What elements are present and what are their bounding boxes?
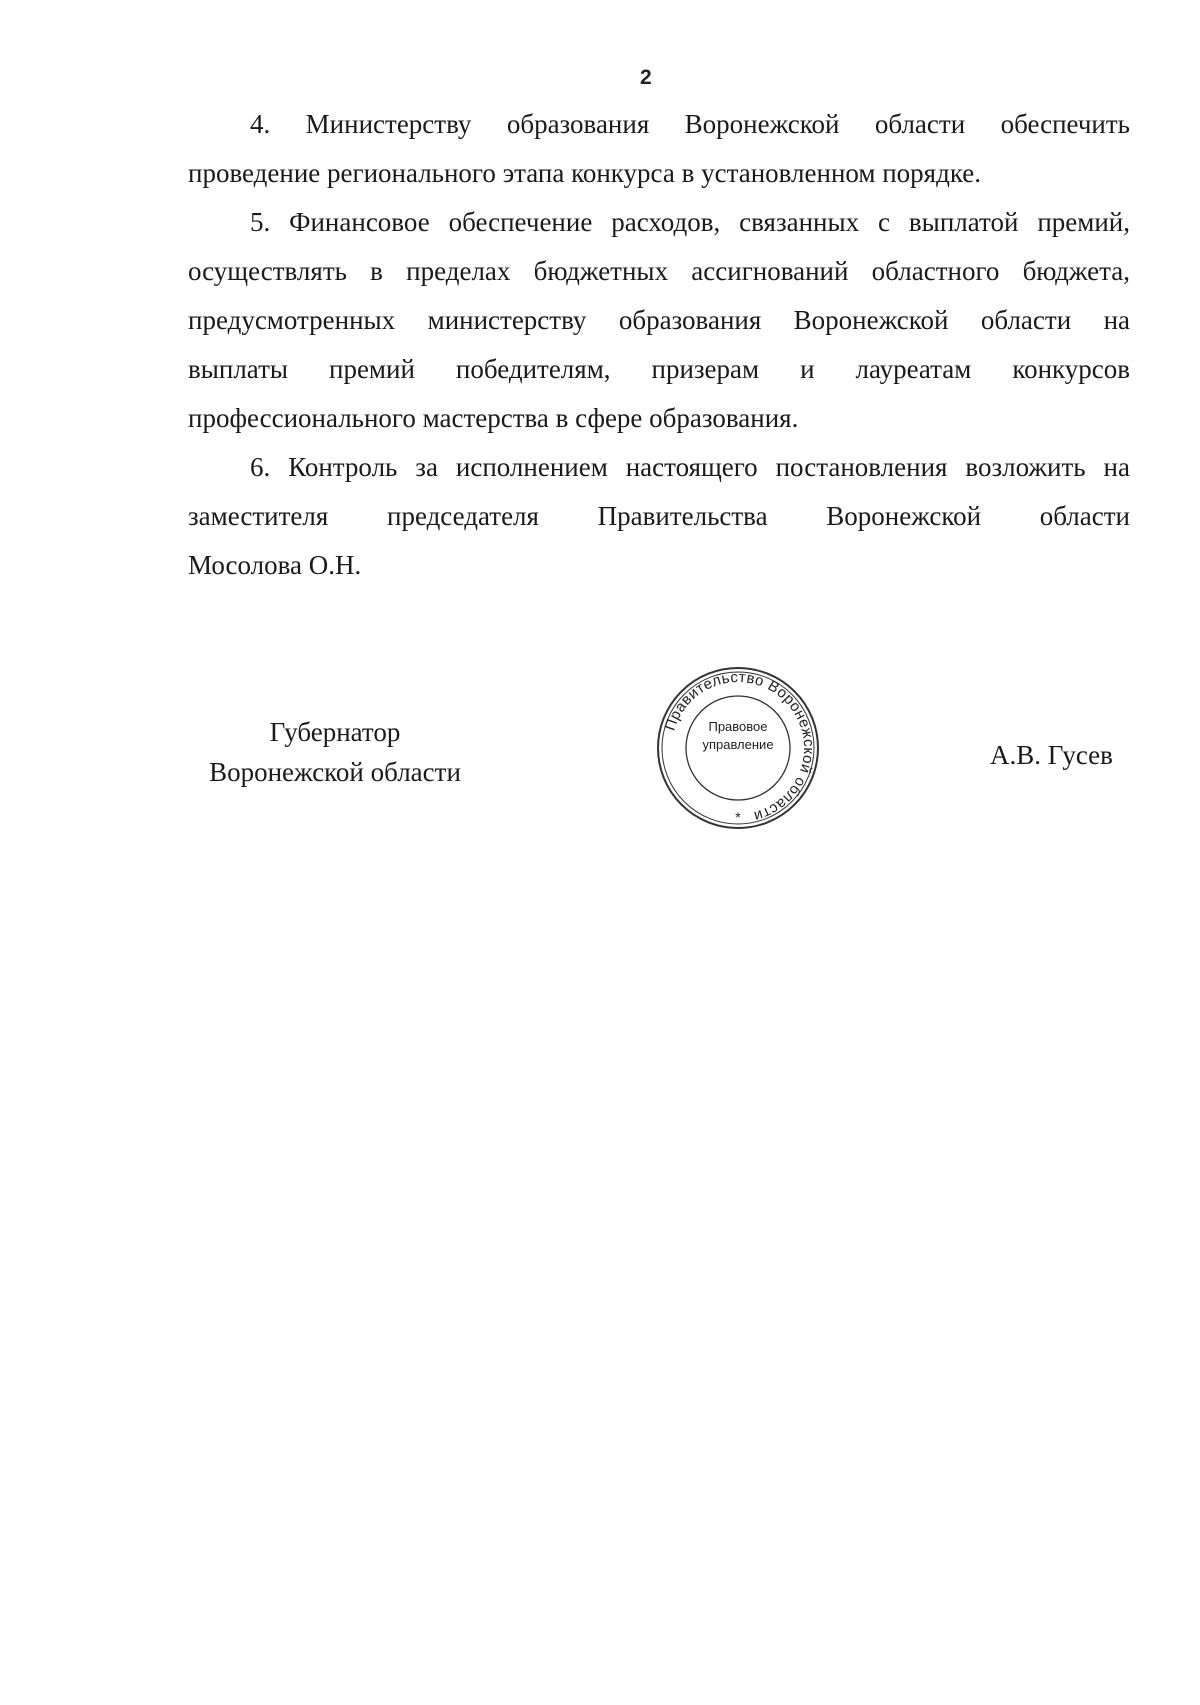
signatory-position-line-2: Воронежской области bbox=[209, 757, 461, 787]
paragraph-4 bbox=[188, 100, 1130, 198]
paragraph-6-line-2: заместителя председателя Правительства Воронежской области bbox=[188, 501, 1130, 531]
paragraph-5-line-3: предусмотренных министерству образования Воронежской области на bbox=[188, 305, 1130, 335]
page-number: 2 bbox=[640, 66, 652, 89]
paragraph-5-line-4: выплаты премий победителям, призерам и лауреатам конкурсов bbox=[188, 354, 1130, 384]
stamp-inner-line-2: управление bbox=[702, 737, 774, 752]
paragraph-6-line-1: 6. Контроль за исполнением настоящего постановления возложить на bbox=[250, 452, 1130, 482]
paragraph-5-line-5: профессионального мастерства в сфере образования. bbox=[188, 403, 799, 433]
paragraph-4-line-1: 4. Министерству образования Воронежской области обеспечить bbox=[250, 109, 1130, 139]
stamp-outer-text: Правительство Воронежской области bbox=[661, 668, 818, 825]
signatory-name: А.В. Гусев bbox=[990, 740, 1113, 770]
stamp-inner-line-1: Правовое bbox=[708, 719, 768, 734]
paragraph-5-line-1: 5. Финансовое обеспечение расходов, связанных с выплатой премий, bbox=[250, 207, 1130, 237]
signatory-position-line-1: Губернатор bbox=[269, 717, 401, 747]
stamp-star: * bbox=[735, 809, 741, 825]
signatory-position bbox=[190, 712, 480, 792]
paragraph-5 bbox=[188, 198, 1130, 443]
paragraph-6-line-3: Мосолова О.Н. bbox=[188, 550, 362, 580]
stamp-inner-text bbox=[694, 718, 782, 754]
paragraph-5-line-2: осуществлять в пределах бюджетных ассигнований областного бюджета, bbox=[188, 256, 1130, 286]
paragraph-6 bbox=[188, 443, 1130, 590]
paragraph-4-line-2: проведение регионального этапа конкурса в установленном порядке. bbox=[188, 158, 981, 188]
